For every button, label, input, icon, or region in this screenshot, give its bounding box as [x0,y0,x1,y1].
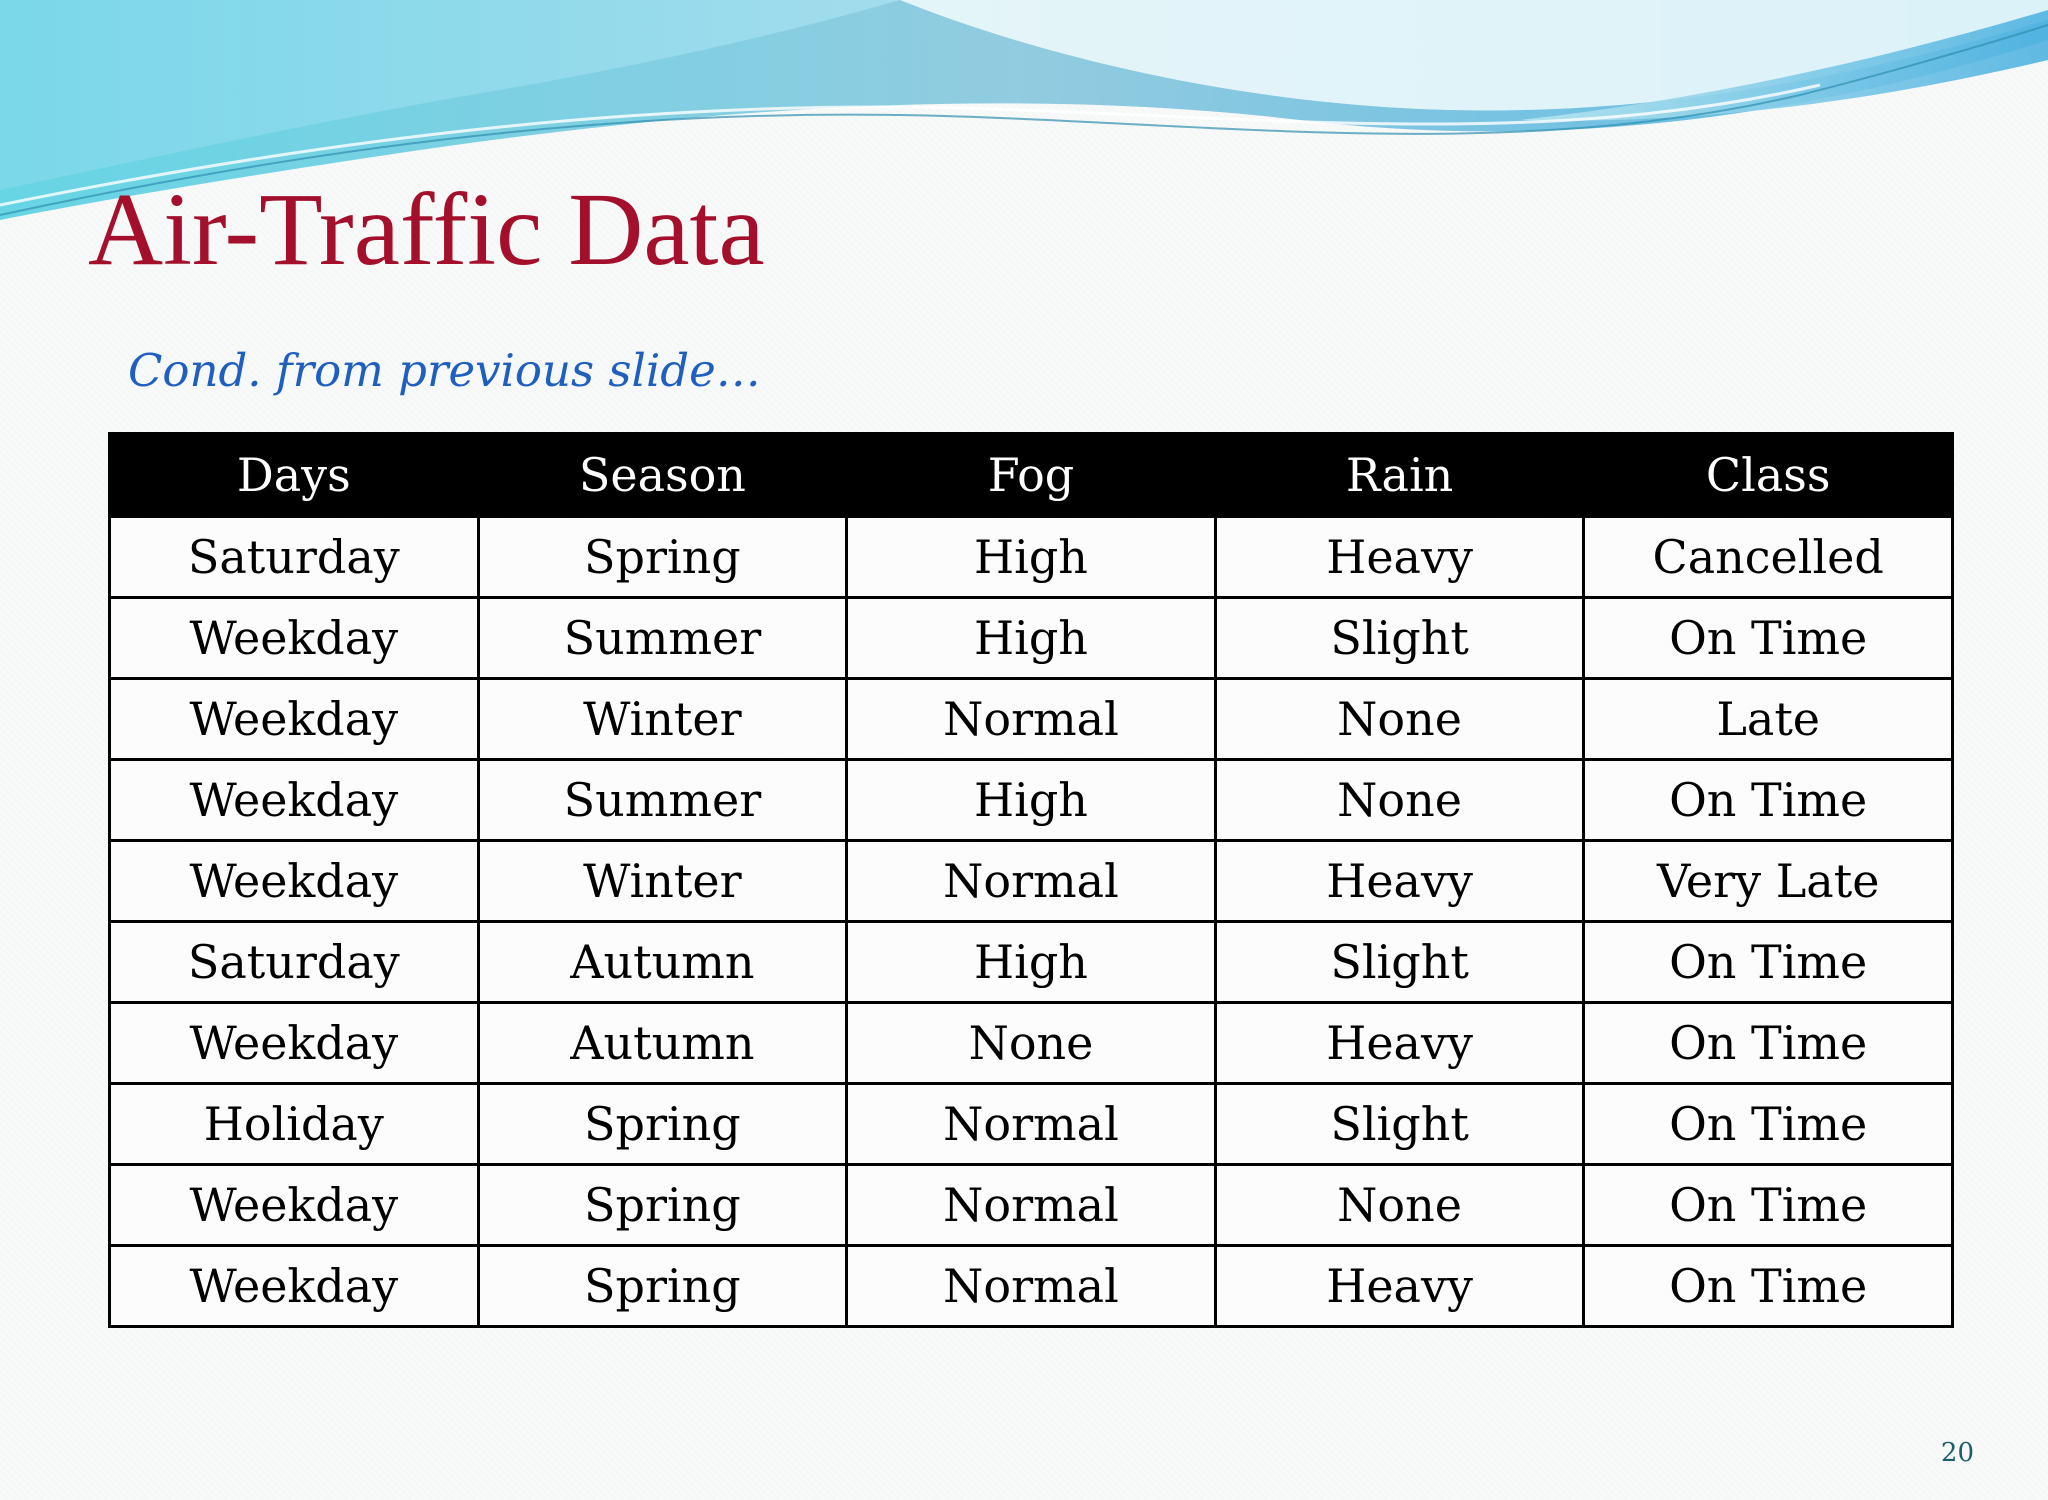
cell-season: Spring [478,517,847,598]
cell-class: On Time [1584,1003,1953,1084]
cell-days: Weekday [110,598,479,679]
cell-fog: High [847,922,1216,1003]
cell-class: On Time [1584,922,1953,1003]
cell-rain: Heavy [1215,517,1584,598]
table-header-row [110,434,1953,517]
table-row [110,841,1953,922]
cell-season: Spring [478,1084,847,1165]
cell-class: On Time [1584,598,1953,679]
cell-class: On Time [1584,1246,1953,1327]
cell-season: Autumn [478,1003,847,1084]
table-row [110,1003,1953,1084]
cell-fog: Normal [847,1165,1216,1246]
cell-season: Winter [478,841,847,922]
cell-days: Weekday [110,1003,479,1084]
cell-season: Autumn [478,922,847,1003]
table-row [110,679,1953,760]
cell-days: Weekday [110,841,479,922]
column-header-days: Days [110,434,479,517]
page-number: 20 [1940,1438,1974,1468]
cell-fog: High [847,760,1216,841]
cell-season: Spring [478,1165,847,1246]
cell-fog: Normal [847,1246,1216,1327]
cell-rain: None [1215,760,1584,841]
cell-rain: Heavy [1215,1003,1584,1084]
cell-days: Weekday [110,679,479,760]
cell-class: On Time [1584,1084,1953,1165]
cell-days: Weekday [110,1165,479,1246]
cell-class: Very Late [1584,841,1953,922]
cell-rain: None [1215,1165,1584,1246]
cell-rain: Heavy [1215,841,1584,922]
cell-fog: High [847,598,1216,679]
air-traffic-table [108,432,1954,1328]
cell-rain: None [1215,679,1584,760]
column-header-season: Season [478,434,847,517]
column-header-class: Class [1584,434,1953,517]
cell-days: Weekday [110,1246,479,1327]
table-row [110,1084,1953,1165]
cell-fog: Normal [847,679,1216,760]
cell-class: Late [1584,679,1953,760]
air-traffic-table-container [108,432,1954,1328]
column-header-fog: Fog [847,434,1216,517]
table-row [110,598,1953,679]
cell-class: On Time [1584,1165,1953,1246]
cell-class: Cancelled [1584,517,1953,598]
cell-season: Winter [478,679,847,760]
cell-season: Summer [478,760,847,841]
slide-title: Air-Traffic Data [88,172,765,287]
column-header-rain: Rain [1215,434,1584,517]
cell-rain: Slight [1215,1084,1584,1165]
cell-class: On Time [1584,760,1953,841]
cell-days: Holiday [110,1084,479,1165]
table-row [110,922,1953,1003]
cell-rain: Heavy [1215,1246,1584,1327]
cell-days: Saturday [110,517,479,598]
cell-rain: Slight [1215,598,1584,679]
table-row [110,1246,1953,1327]
table-row [110,517,1953,598]
cell-days: Saturday [110,922,479,1003]
cell-season: Spring [478,1246,847,1327]
table-row [110,760,1953,841]
cell-fog: None [847,1003,1216,1084]
cell-fog: Normal [847,841,1216,922]
cell-fog: High [847,517,1216,598]
cell-rain: Slight [1215,922,1584,1003]
table-row [110,1165,1953,1246]
slide-subtitle: Cond. from previous slide… [128,344,761,397]
cell-days: Weekday [110,760,479,841]
cell-season: Summer [478,598,847,679]
cell-fog: Normal [847,1084,1216,1165]
